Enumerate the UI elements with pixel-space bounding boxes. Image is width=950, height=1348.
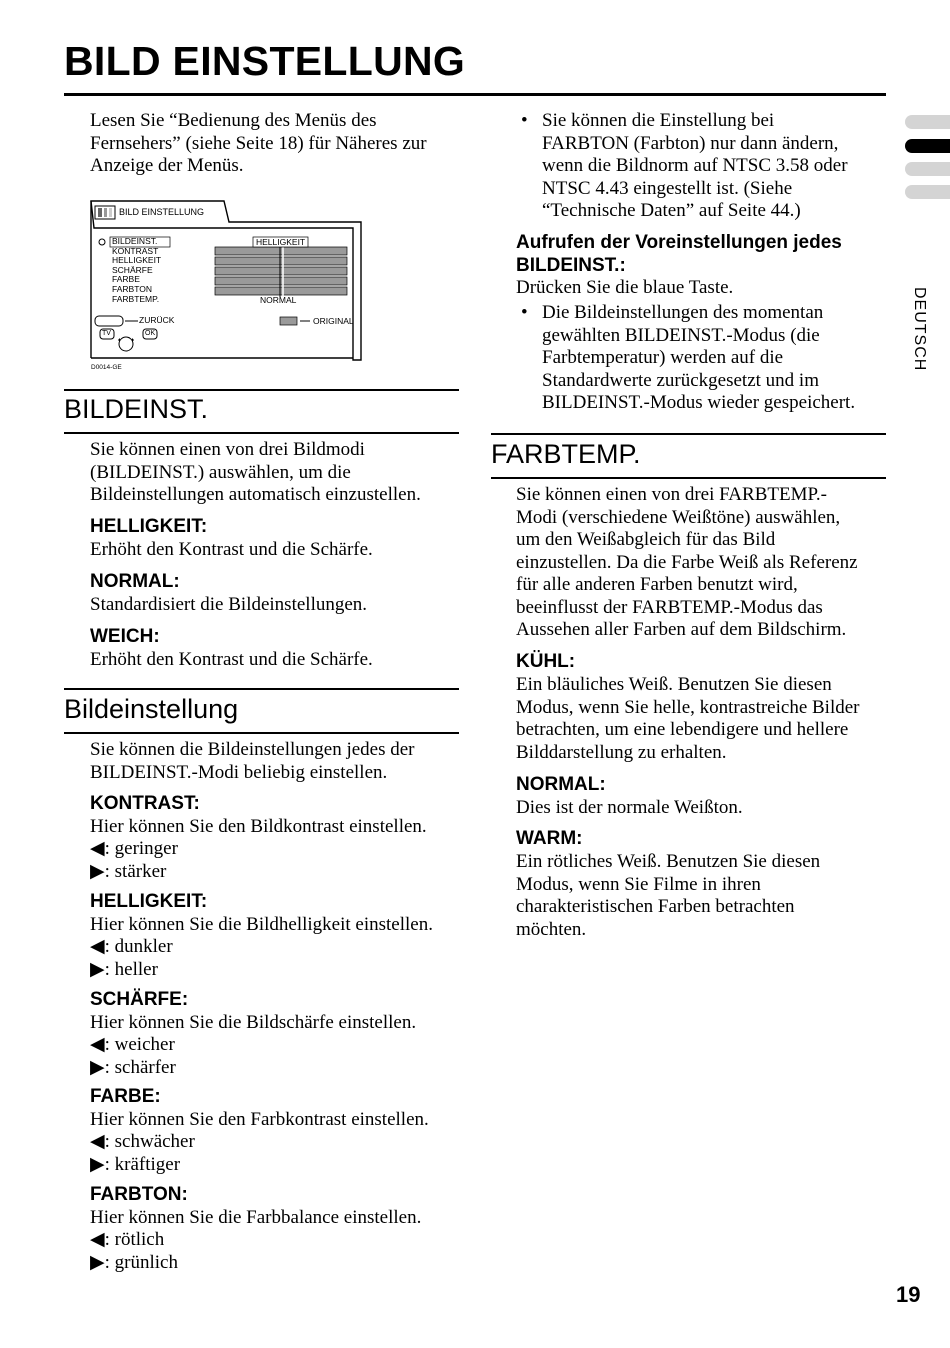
setting-left: ◀: geringer <box>90 838 178 859</box>
reset-text: Drücken Sie die blaue Taste. <box>516 277 734 298</box>
left-arrow-icon: ◀: <box>90 936 110 957</box>
setting-text: Hier können Sie die Bildhelligkeit einstellen. <box>90 913 433 935</box>
setting-item <box>90 793 427 883</box>
setting-text: Hier können Sie den Bildkontrast einstellen. <box>90 815 427 837</box>
title-rule <box>64 93 886 96</box>
setting-right: ▶: heller <box>90 958 158 980</box>
setting-left: ◀: weicher <box>90 1034 175 1055</box>
menu-tv-label: TV <box>102 330 111 337</box>
mode-text: Erhöht den Kontrast und die Schärfe. <box>90 649 373 670</box>
setting-item <box>90 989 416 1079</box>
setting-label: FARBE: <box>90 1086 161 1107</box>
left-arrow-icon: ◀: <box>90 838 110 859</box>
reset-note: Die Bildeinstellungen des momentan gewählten BILDEINST.-Modus (die Farbtemperatur) werden auf die Standardwerte zurückgesetzt und im BILDEINST.-Modus wieder gespeichert. <box>542 302 856 413</box>
setting-right: ▶: schärfer <box>90 1056 176 1078</box>
chapter-tab <box>905 185 950 199</box>
section-header-bildeinstellung <box>64 688 459 734</box>
mode-label: WEICH: <box>90 626 160 647</box>
setting-item <box>90 891 433 981</box>
left-arrow-icon: ◀: <box>90 1034 110 1055</box>
menu-diagram <box>88 198 363 373</box>
menu-temp-value: NORMAL <box>260 295 297 305</box>
setting-label: HELLIGKEIT: <box>90 891 208 912</box>
setting-left: ◀: dunkler <box>90 936 173 957</box>
side-language-label: DEUTSCH <box>911 287 928 372</box>
setting-right: ▶: kräftiger <box>90 1153 181 1175</box>
right-arrow-icon: ▶: <box>90 1153 110 1175</box>
intro-text: Lesen Sie “Bedienung des Menüs des Fernsehers” (siehe Seite 18) für Näheres zur Anzeige der Menüs. <box>90 110 427 176</box>
mode-label: NORMAL: <box>90 571 180 592</box>
chapter-tab <box>905 115 950 129</box>
setting-right: ▶: stärker <box>90 860 167 882</box>
setting-text: Hier können Sie die Bildschärfe einstellen. <box>90 1011 417 1033</box>
temp-mode-text: Ein bläuliches Weiß. Benutzen Sie diesen Modus, wenn Sie helle, kontrastreiche Bilder betrachten, um eine lebendigere und hellere Bilddarstellung zu erhalten. <box>516 674 860 763</box>
setting-label: FARBTON: <box>90 1184 188 1205</box>
chapter-tab-active <box>905 139 950 153</box>
temp-mode-text: Dies ist der normale Weißton. <box>516 797 743 818</box>
setting-text: Hier können Sie die Farbbalance einstellen. <box>90 1206 422 1228</box>
right-arrow-icon: ▶: <box>90 1251 110 1273</box>
setting-text: Hier können Sie den Farbkontrast einstellen. <box>90 1108 429 1130</box>
bildeinst-body: Sie können einen von drei Bildmodi (BILDEINST.) auswählen, um die Bildeinstellungen automatisch einzustellen. <box>90 439 421 505</box>
menu-tab-title: BILD EINSTELLUNG <box>119 207 205 217</box>
menu-diagram-code: D0014-GE <box>91 364 122 371</box>
bullet-icon: • <box>521 302 528 323</box>
temp-mode-text: Ein rötliches Weiß. Benutzen Sie diesen Modus, wenn Sie Filme in ihren charakteristischen Farben betrachten möchten. <box>516 851 821 940</box>
menu-mode-value: HELLIGKEIT <box>256 237 306 247</box>
bildeinstellung-body: Sie können die Bildeinstellungen jedes der BILDEINST.-Modi beliebig einstellen. <box>90 739 415 783</box>
temp-mode-label: KÜHL: <box>516 651 576 672</box>
section-title: Bildeinstellung <box>64 694 239 724</box>
right-arrow-icon: ▶: <box>90 860 110 882</box>
bullet-icon: • <box>521 110 528 131</box>
chapter-tab <box>905 162 950 176</box>
page-title: BILD EINSTELLUNG <box>64 38 466 84</box>
section-header-farbtemp <box>491 433 886 479</box>
section-header-bildeinst <box>64 389 459 434</box>
setting-left: ◀: rötlich <box>90 1229 165 1250</box>
menu-original-label: ORIGINAL <box>313 316 354 326</box>
reset-heading: Aufrufen der Voreinstellungen jedes BILDEINST.: <box>516 232 842 276</box>
left-arrow-icon: ◀: <box>90 1229 110 1250</box>
temp-mode-label: WARM: <box>516 828 583 849</box>
menu-back-label: ZURÜCK <box>139 315 175 325</box>
page-number: 19 <box>896 1282 921 1307</box>
menu-ok-label: OK <box>145 330 156 337</box>
section-title: BILDEINST. <box>64 394 209 424</box>
right-arrow-icon: ▶: <box>90 1056 110 1078</box>
setting-item <box>90 1086 429 1176</box>
temp-mode-label: NORMAL: <box>516 774 606 795</box>
menu-item-list: BILDEINST. KONTRAST HELLIGKEIT SCHÄRFE FARBE FARBTON FARBTEMP. <box>112 236 162 304</box>
farbton-note: Sie können die Einstellung bei FARBTON (Farbton) nur dann ändern, wenn die Bildnorm auf NTSC 3.58 oder NTSC 4.43 eingestellt ist. (Siehe “Technische Daten” auf Seite 44.) <box>542 110 848 221</box>
right-arrow-icon: ▶: <box>90 958 110 980</box>
setting-left: ◀: schwächer <box>90 1131 195 1152</box>
setting-item <box>90 1184 421 1274</box>
farbtemp-body: Sie können einen von drei FARBTEMP.- Modi (verschiedene Weißtöne) auswählen, um den Weißabgleich für das Bild einzustellen. Da die Farbe Weiß als Referenz für alle anderen Farben benutzt wird, beeinflusst der FARBTEMP.-Modus das Aussehen aller Farben auf dem Bildschirm. <box>516 484 858 640</box>
left-arrow-icon: ◀: <box>90 1131 110 1152</box>
setting-label: KONTRAST: <box>90 793 200 814</box>
mode-text: Standardisiert die Bildeinstellungen. <box>90 594 368 615</box>
mode-label: HELLIGKEIT: <box>90 516 208 537</box>
section-title: FARBTEMP. <box>491 439 641 469</box>
setting-right: ▶: grünlich <box>90 1251 178 1273</box>
mode-text: Erhöht den Kontrast und die Schärfe. <box>90 539 373 560</box>
setting-label: SCHÄRFE: <box>90 989 189 1010</box>
